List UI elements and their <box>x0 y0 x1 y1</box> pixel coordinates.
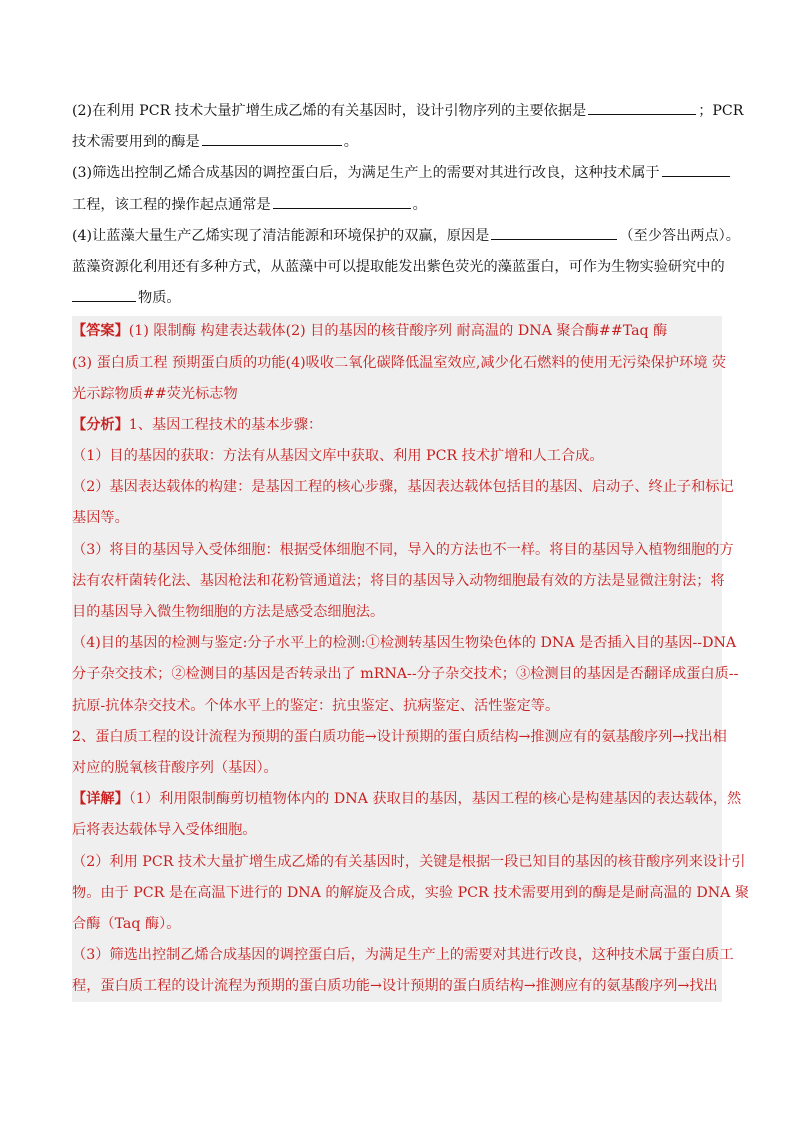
detail-line-6 <box>72 940 734 971</box>
detail-text: 程，蛋白质工程的设计流程为预期的蛋白质功能→设计预期的蛋白质结构→推测应有的氨基酸序列→找出 <box>72 978 718 995</box>
answer-blank <box>273 192 411 209</box>
analysis-text: 分子杂交技术；②检测目的基因是否转录出了 mRNA--分子杂交技术；③检测目的基因是否翻译成蛋白质-- <box>72 666 739 683</box>
analysis-text: 法有农杆菌转化法、基因枪法和花粉管通道法；将目的基因导入动物细胞最有效的方法是显微注射法；将 <box>72 572 725 589</box>
answer-tag: 【答案】 <box>72 323 129 340</box>
question-4-line-1 <box>72 221 740 252</box>
q4-text-end: （至少答出两点）。 <box>619 227 740 244</box>
analysis-line-10 <box>72 691 722 722</box>
analysis-text: （3）将目的基因导入受体细胞：根据受体细胞不同，导入的方法也不一样。将目的基因导入植物细胞的方 <box>72 541 734 558</box>
detail-line-4 <box>72 878 750 909</box>
analysis-line-12 <box>72 753 722 784</box>
detail-text: 合酶（Taq 酶）。 <box>72 915 181 932</box>
answer-blank <box>662 160 730 177</box>
answer-text: (3) 蛋白质工程 预期蛋白质的功能(4)吸收二氧化碳降低温室效应,减少化石燃料的使用无污染保护环境 荧 <box>72 354 727 371</box>
answer-line-3 <box>72 379 722 410</box>
analysis-text: 1、基因工程技术的基本步骤： <box>128 416 323 433</box>
question-3-line-1 <box>72 158 722 189</box>
analysis-line-7 <box>72 597 722 628</box>
answer-blank <box>202 129 342 146</box>
answer-section <box>72 316 750 1002</box>
document-page <box>72 96 750 1002</box>
answer-line-2 <box>72 348 727 379</box>
question-2-line-1 <box>72 96 744 127</box>
question-4-line-2 <box>72 252 725 283</box>
q4-text: (4)让蓝藻大量生产乙烯实现了清洁能源和环境保护的双赢，原因是 <box>72 227 490 244</box>
q2-text-2: 技术需要用到的酶是 <box>72 134 200 151</box>
q3-text: (3)筛选出控制乙烯合成基因的调控蛋白后，为满足生产上的需要对其进行改良，这种技术属于 <box>72 165 660 182</box>
analysis-text: 2、蛋白质工程的设计流程为预期的蛋白质功能→设计预期的蛋白质结构→推测应有的氨基酸序列→找出相 <box>72 728 727 745</box>
analysis-text: 基因等。 <box>72 510 129 527</box>
answer-blank <box>72 285 136 302</box>
analysis-line-1 <box>72 410 722 441</box>
answer-blank <box>491 223 617 240</box>
detail-text: 物。由于 PCR 是在高温下进行的 DNA 的解旋及合成，实验 PCR 技术需要用到的酶是是耐高温的 DNA 聚 <box>72 884 750 901</box>
q3-text-2: 工程，该工程的操作起点通常是 <box>72 196 271 213</box>
question-3-line-2 <box>72 190 722 221</box>
analysis-line-6 <box>72 566 725 597</box>
analysis-line-8 <box>72 628 737 659</box>
detail-text: （2）利用 PCR 技术大量扩增生成乙烯的有关基因时，关键是根据一段已知目的基因的核苷酸序列来设计引 <box>72 853 746 870</box>
analysis-line-3 <box>72 472 734 503</box>
q2-text-end: ；PCR <box>698 103 744 119</box>
answer-text: 光示踪物质##荧光标志物 <box>72 385 238 402</box>
question-2-line-2 <box>72 127 722 158</box>
analysis-text: （2）基因表达载体的构建：是基因工程的核心步骤，基因表达载体包括目的基因、启动子、终止子和标记 <box>72 479 734 496</box>
q4-text-3-end: 物质。 <box>138 290 181 307</box>
detail-tag: 【详解】 <box>72 791 129 808</box>
q2-text-2-end: 。 <box>343 134 358 151</box>
analysis-text: 目的基因导入微生物细胞的方法是感受态细胞法。 <box>72 604 385 620</box>
analysis-line-2 <box>72 441 722 472</box>
detail-text: 后将表达载体导入受体细胞。 <box>72 822 257 839</box>
detail-text: （3）筛选出控制乙烯合成基因的调控蛋白后，为满足生产上的需要对其进行改良，这种技术属于蛋白质工 <box>72 947 734 964</box>
answer-text: (1) 限制酶 构建表达载体(2) 目的基因的核苷酸序列 耐高温的 DNA 聚合酶##Taq 酶 <box>128 323 668 340</box>
analysis-line-11 <box>72 722 727 753</box>
analysis-line-9 <box>72 659 739 690</box>
analysis-text: （4)目的基因的检测与鉴定:分子水平上的检测:①检测转基因生物染色体的 DNA 是否插入目的基因--DNA <box>72 635 737 652</box>
analysis-text: 对应的脱氧核苷酸序列（基因）。 <box>72 759 278 776</box>
detail-line-5 <box>72 909 722 940</box>
question-4-line-3 <box>72 283 722 314</box>
analysis-line-5 <box>72 535 734 566</box>
answer-blank <box>588 98 696 115</box>
analysis-tag: 【分析】 <box>72 416 129 433</box>
q4-text-2: 蓝藻资源化利用还有多种方式，从蓝藻中可以提取能发出紫色荧光的藻蓝蛋白，可作为生物实验研究中的 <box>72 258 725 275</box>
detail-line-2 <box>72 815 722 846</box>
detail-line-3 <box>72 847 746 878</box>
detail-text: （1）利用限制酶剪切植物体内的 DNA 获取目的基因，基因工程的核心是构建基因的表达载体，然 <box>128 791 742 808</box>
detail-line-1 <box>72 784 742 815</box>
detail-line-7 <box>72 971 722 1002</box>
q3-text-2-end: 。 <box>412 196 427 213</box>
q2-text: (2)在利用 PCR 技术大量扩增生成乙烯的有关基因时，设计引物序列的主要依据是 <box>72 103 587 119</box>
analysis-line-4 <box>72 503 722 534</box>
analysis-text: 抗原-抗体杂交技术。个体水平上的鉴定：抗虫鉴定、抗病鉴定、活性鉴定等。 <box>72 697 560 714</box>
answer-line-1 <box>72 316 722 347</box>
analysis-text: （1）目的基因的获取：方法有从基因文库中获取、利用 PCR 技术扩增和人工合成。 <box>72 448 604 465</box>
